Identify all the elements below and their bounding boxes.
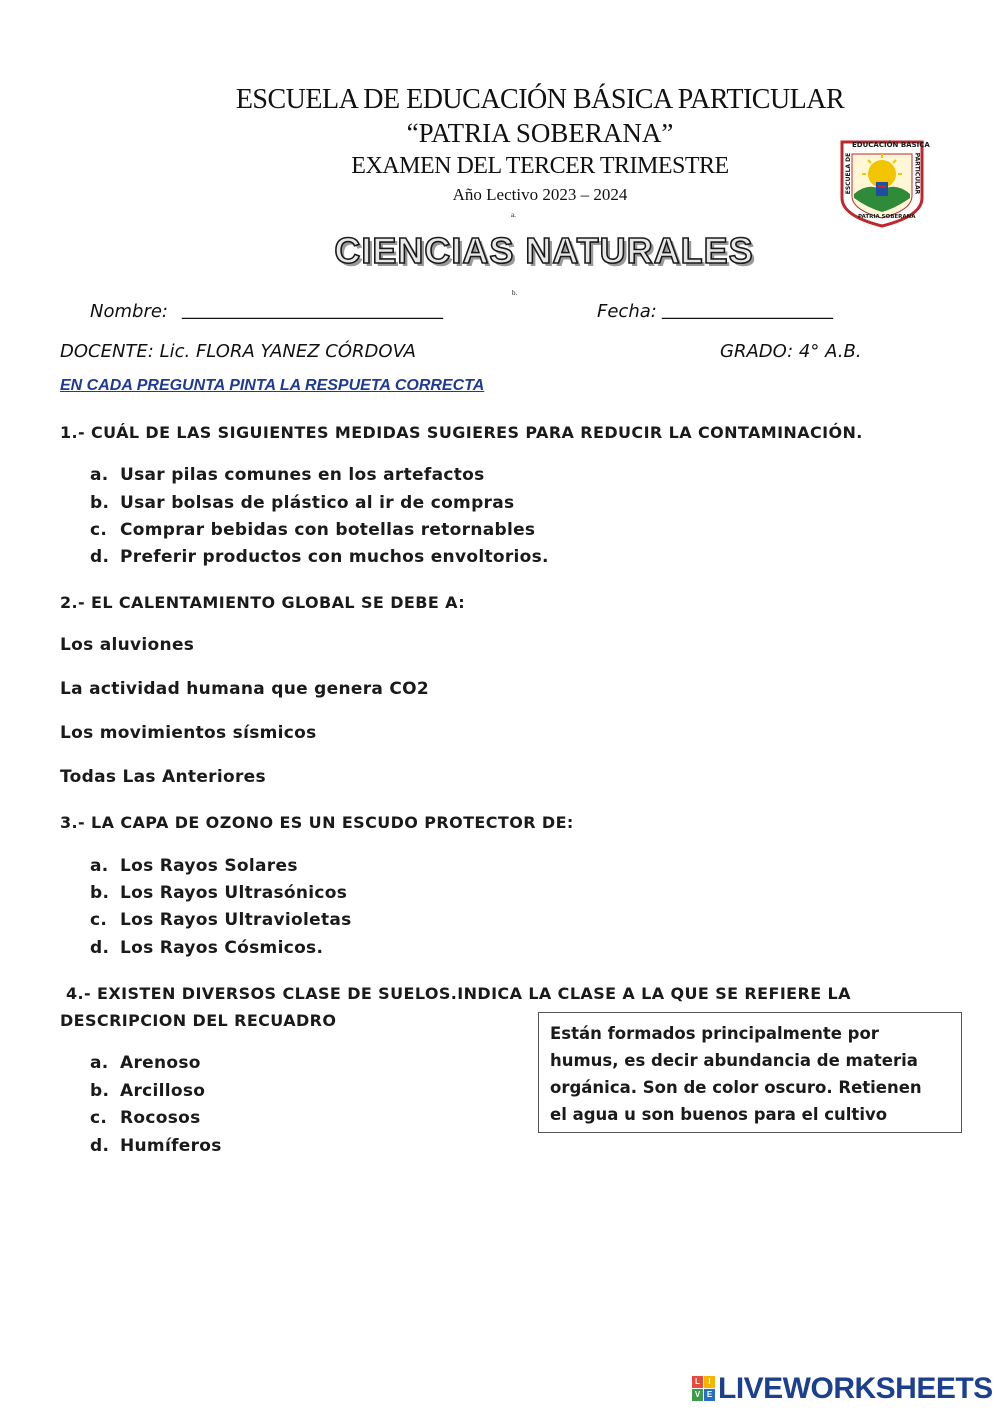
logo-right-text: PARTICULAR <box>913 152 921 195</box>
instructions: EN CADA PREGUNTA PINTA LA RESPUETA CORRECTA <box>60 377 485 394</box>
q1-option-d[interactable]: d. Preferir productos con muchos envoltorios. <box>90 547 549 567</box>
q2-option-2[interactable]: La actividad humana que genera CO2 <box>60 679 430 699</box>
exam-title: EXAMEN DEL TERCER TRIMESTRE <box>351 153 729 179</box>
q2-option-4[interactable]: Todas Las Anteriores <box>60 767 266 787</box>
q4-option-b[interactable]: b. Arcilloso <box>90 1081 206 1101</box>
date-input-line[interactable]: ___________________ <box>662 299 833 320</box>
description-box <box>538 1012 962 1133</box>
logo-tile-i: I <box>704 1376 715 1388</box>
question-1: 1.- CUÁL DE LAS SIGUIENTES MEDIDAS SUGIERES PARA REDUCIR LA CONTAMINACIÓN. <box>60 423 863 442</box>
q3-option-a[interactable]: a. Los Rayos Solares <box>90 856 298 876</box>
logo-tile-e: E <box>704 1389 715 1401</box>
name-input-line[interactable]: _____________________________ <box>182 299 443 320</box>
liveworksheets-logo-icon <box>692 1376 716 1402</box>
date-label: Fecha: <box>597 301 657 322</box>
q2-option-3[interactable]: Los movimientos sísmicos <box>60 723 317 743</box>
liveworksheets-brand[interactable]: LIVEWORKSHEETS <box>718 1372 993 1405</box>
q3-option-b[interactable]: b. Los Rayos Ultrasónicos <box>90 883 348 903</box>
box-line: orgánica. Son de color oscuro. Retienen <box>550 1078 922 1097</box>
question-4-line-2: DESCRIPCION DEL RECUADRO <box>60 1011 337 1030</box>
name-label: Nombre: <box>90 301 168 322</box>
school-title: ESCUELA DE EDUCACIÓN BÁSICA PARTICULAR <box>235 84 845 115</box>
q3-option-d[interactable]: d. Los Rayos Cósmicos. <box>90 938 324 958</box>
q1-option-a[interactable]: a. Usar pilas comunes en los artefactos <box>90 465 485 485</box>
grade-label: GRADO: 4° A.B. <box>720 341 862 362</box>
question-2: 2.- EL CALENTAMIENTO GLOBAL SE DEBE A: <box>60 593 466 612</box>
q2-option-1[interactable]: Los aluviones <box>60 635 195 655</box>
box-line: el agua u son buenos para el cultivo <box>550 1105 888 1124</box>
question-3: 3.- LA CAPA DE OZONO ES UN ESCUDO PROTECTOR DE: <box>60 813 574 832</box>
marker-a: a. <box>511 211 516 219</box>
logo-bottom-text: PATRIA SOBERANA <box>858 214 916 220</box>
q3-option-c[interactable]: c. Los Rayos Ultravioletas <box>90 910 352 930</box>
q4-option-d[interactable]: d. Humíferos <box>90 1136 222 1156</box>
q1-option-c[interactable]: c. Comprar bebidas con botellas retornables <box>90 520 536 540</box>
school-name: “PATRIA SOBERANA” <box>406 118 674 148</box>
q4-option-c[interactable]: c. Rocosos <box>90 1108 201 1128</box>
q1-option-b[interactable]: b. Usar bolsas de plástico al ir de compras <box>90 493 515 513</box>
q4-option-a[interactable]: a. Arenoso <box>90 1053 201 1073</box>
logo-tile-l: L <box>692 1376 703 1388</box>
logo-tile-v: V <box>692 1389 703 1401</box>
marker-b: b. <box>512 289 518 297</box>
box-line: Están formados principalmente por <box>550 1024 879 1043</box>
box-line: humus, es decir abundancia de materia <box>550 1051 918 1070</box>
logo-left-text: ESCUELA DE <box>845 152 853 195</box>
school-year: Año Lectivo 2023 – 2024 <box>452 185 628 204</box>
logo-top-text: EDUCACIÓN BÁSICA <box>852 141 930 149</box>
question-4-line-1: 4.- EXISTEN DIVERSOS CLASE DE SUELOS.INDICA LA CLASE A LA QUE SE REFIERE LA <box>66 984 851 1003</box>
teacher-label: DOCENTE: Lic. FLORA YANEZ CÓRDOVA <box>60 341 416 362</box>
subject-title: CIENCIAS NATURALES <box>334 230 754 271</box>
